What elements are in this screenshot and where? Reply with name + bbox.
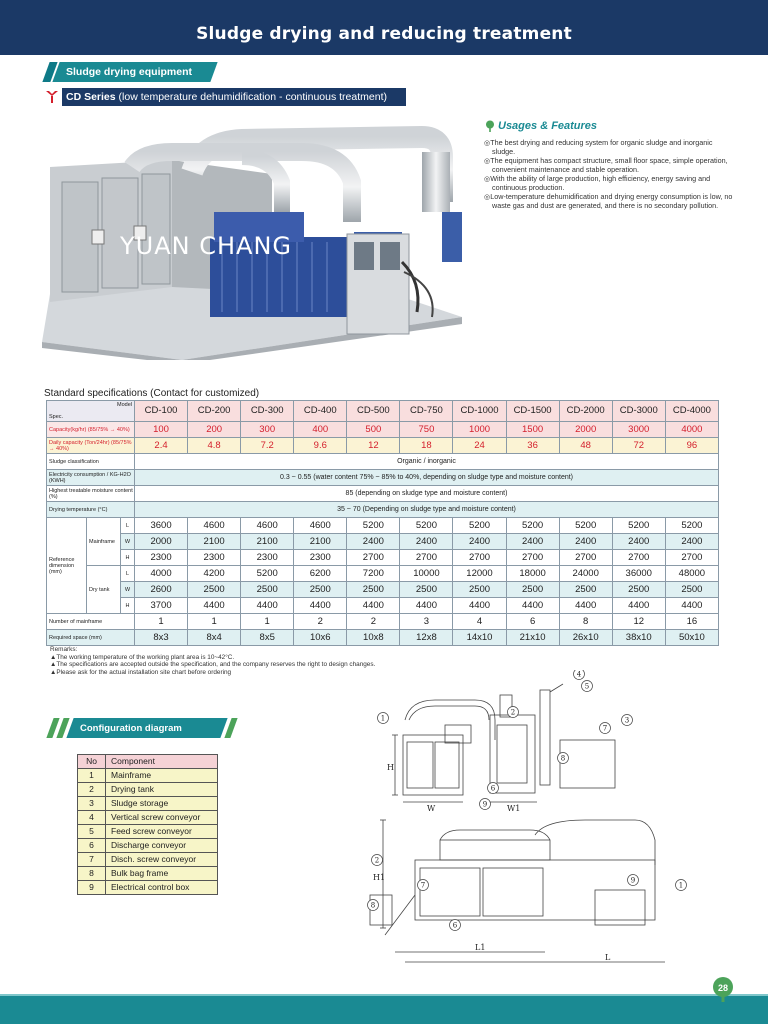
spec-cell: 4000 — [135, 566, 188, 582]
callout-number: 7 — [420, 881, 426, 890]
remark-item: ▲The working temperature of the working plant area is 10~42°C. — [50, 653, 235, 661]
spec-cell: 2400 — [400, 534, 453, 550]
row-label: Electricity consumption / KG-H2O (KWH) — [47, 470, 135, 486]
model-header: CD-4000 — [665, 401, 718, 422]
component-row — [78, 797, 218, 811]
spec-cell: 5200 — [612, 518, 665, 534]
spec-cell: 36000 — [612, 566, 665, 582]
spec-cell: 0.3 ~ 0.55 (water content 75% ~ 85% to 40%, depending on sludge type and moisture content) — [135, 470, 719, 486]
spec-cell: 2600 — [135, 582, 188, 598]
usages-list — [484, 138, 734, 210]
usages-features — [484, 120, 734, 210]
row-label: Sludge classification — [47, 454, 135, 470]
spec-cell: 1500 — [506, 422, 559, 438]
spec-row-dim — [47, 550, 719, 566]
row-label: Required space (mm) — [47, 630, 135, 646]
spec-row-capacity — [47, 422, 719, 438]
dim-l1: L1 — [475, 943, 486, 952]
spec-cell: 4400 — [241, 598, 294, 614]
spec-cell: 2100 — [188, 534, 241, 550]
spec-cell: 4600 — [241, 518, 294, 534]
dim-label: H — [121, 598, 135, 614]
spec-cell: 24000 — [559, 566, 612, 582]
component-table — [77, 754, 218, 895]
spec-cell: 21x10 — [506, 630, 559, 646]
spec-cell: 5200 — [665, 518, 718, 534]
spec-cell: 10000 — [400, 566, 453, 582]
spec-cell: 2 — [347, 614, 400, 630]
spec-corner — [47, 401, 135, 422]
usage-item: ◎Low-temperature dehumidification and drying energy consumption is low, no waste gas and dust are generated, and there is no secondary pollution. — [484, 192, 733, 210]
spec-cell: 8x3 — [135, 630, 188, 646]
spec-cell: 12 — [347, 438, 400, 454]
spec-cell: 2000 — [135, 534, 188, 550]
spec-cell: 2.4 — [135, 438, 188, 454]
callout-number: 8 — [370, 901, 376, 910]
model-header: CD-100 — [135, 401, 188, 422]
callout-number: 7 — [602, 724, 608, 733]
section-label — [46, 62, 216, 82]
spec-cell: 3700 — [135, 598, 188, 614]
spec-cell: 4600 — [294, 518, 347, 534]
spec-cell: 2300 — [294, 550, 347, 566]
spec-cell: 2500 — [612, 582, 665, 598]
remark-item: ▲The specifications are accepted outside the specification, and the company reserves the right to design changes. — [50, 661, 376, 669]
spec-cell: 50x10 — [665, 630, 718, 646]
page-number-text: 28 — [717, 983, 728, 993]
model-header: CD-1000 — [453, 401, 506, 422]
remarks — [50, 646, 375, 676]
spec-cell: 4400 — [453, 598, 506, 614]
usage-item: ◎With the ability of large production, high efficiency, energy saving and continuous production. — [484, 174, 711, 192]
spec-cell: 2700 — [347, 550, 400, 566]
component-row — [78, 783, 218, 797]
spec-cell: 24 — [453, 438, 506, 454]
component-name: Disch. screw conveyor — [106, 853, 218, 867]
spec-cell: 8x4 — [188, 630, 241, 646]
model-header: CD-3000 — [612, 401, 665, 422]
callout-number: 2 — [374, 856, 380, 865]
row-label: Reference dimension (mm) — [47, 518, 87, 614]
spec-title: Standard specifications (Contact for customized) — [44, 388, 260, 399]
dim-h: H — [387, 763, 394, 772]
spec-cell: 2700 — [453, 550, 506, 566]
spec-cell: 2500 — [665, 582, 718, 598]
component-no: 1 — [78, 769, 106, 783]
component-row — [78, 881, 218, 895]
component-name: Drying tank — [106, 783, 218, 797]
component-row — [78, 811, 218, 825]
component-no: 4 — [78, 811, 106, 825]
row-label: Number of mainframe — [47, 614, 135, 630]
callout-number: 6 — [452, 921, 458, 930]
spec-cell: 4000 — [665, 422, 718, 438]
spec-cell: 1 — [135, 614, 188, 630]
spec-cell: 6 — [506, 614, 559, 630]
spec-cell: 2400 — [347, 534, 400, 550]
spec-cell: 400 — [294, 422, 347, 438]
spec-cell: 7.2 — [241, 438, 294, 454]
component-row — [78, 769, 218, 783]
dim-w: W — [427, 804, 436, 813]
dim-h1: H1 — [373, 873, 386, 882]
spec-cell: 2500 — [453, 582, 506, 598]
spec-cell: 4400 — [294, 598, 347, 614]
dim-label: H — [121, 550, 135, 566]
spec-cell: 18 — [400, 438, 453, 454]
spec-cell: 4.8 — [188, 438, 241, 454]
configuration-diagram — [365, 670, 690, 970]
component-name: Bulk bag frame — [106, 867, 218, 881]
callout-number: 9 — [482, 800, 488, 809]
spec-cell: 38x10 — [612, 630, 665, 646]
group-label: Dry tank — [87, 566, 121, 614]
spec-cell: 6200 — [294, 566, 347, 582]
spec-cell: 12000 — [453, 566, 506, 582]
spec-row-electricity — [47, 470, 719, 486]
spec-cell: 2700 — [506, 550, 559, 566]
component-no: 8 — [78, 867, 106, 881]
spec-row-dim — [47, 566, 719, 582]
component-name: Discharge conveyor — [106, 839, 218, 853]
spec-cell: 12 — [612, 614, 665, 630]
usages-title: Usages & Features — [498, 120, 598, 132]
spec-cell: 4400 — [400, 598, 453, 614]
spec-cell: 2500 — [188, 582, 241, 598]
row-label: Daily capacity (Ton/24hr) (85/75% → 40%) — [47, 438, 135, 454]
config-label — [50, 718, 234, 738]
spec-cell: 3000 — [612, 422, 665, 438]
callout-number: 1 — [380, 714, 386, 723]
spec-cell: 5200 — [241, 566, 294, 582]
spec-cell: 8 — [559, 614, 612, 630]
component-no-header: No — [78, 755, 106, 769]
spec-cell: 4 — [453, 614, 506, 630]
spec-cell: 4400 — [347, 598, 400, 614]
component-name-header: Component — [106, 755, 218, 769]
component-no: 7 — [78, 853, 106, 867]
spec-cell: 2700 — [665, 550, 718, 566]
spec-row-moisture — [47, 486, 719, 502]
row-label: Capacity(kg/hr) (85/75% → 40%) — [47, 422, 135, 438]
spec-cell: 12x8 — [400, 630, 453, 646]
spec-cell: 750 — [400, 422, 453, 438]
component-row — [78, 867, 218, 881]
callout-number: 2 — [510, 708, 516, 717]
dim-label: W — [121, 582, 135, 598]
component-name: Electrical control box — [106, 881, 218, 895]
callout-number: 1 — [678, 881, 684, 890]
corner-spec: Spec. — [49, 414, 64, 420]
component-row — [78, 839, 218, 853]
spec-cell: 14x10 — [453, 630, 506, 646]
spec-cell: 4600 — [188, 518, 241, 534]
spec-cell: 10x6 — [294, 630, 347, 646]
corner-model: Model — [117, 402, 132, 408]
spec-cell: 2500 — [294, 582, 347, 598]
spec-cell: 4200 — [188, 566, 241, 582]
spec-cell: 2400 — [559, 534, 612, 550]
callout-number: 6 — [490, 784, 496, 793]
spec-cell: 35 ~ 70 (Depending on sludge type and moisture content) — [135, 502, 719, 518]
spec-cell: 1 — [241, 614, 294, 630]
remark-item: ▲Please ask for the actual installation site chart before ordering — [50, 668, 232, 676]
spec-cell: 8x5 — [241, 630, 294, 646]
spec-cell: 2100 — [241, 534, 294, 550]
spec-cell: 2500 — [400, 582, 453, 598]
spec-cell: 26x10 — [559, 630, 612, 646]
spec-cell: 2300 — [241, 550, 294, 566]
spec-cell: 4400 — [188, 598, 241, 614]
component-no: 6 — [78, 839, 106, 853]
spec-cell: 1 — [188, 614, 241, 630]
model-header: CD-200 — [188, 401, 241, 422]
series-banner — [42, 88, 406, 106]
spec-row-dim — [47, 598, 719, 614]
model-header: CD-400 — [294, 401, 347, 422]
spec-table — [46, 400, 719, 646]
spec-cell: 18000 — [506, 566, 559, 582]
component-name: Sludge storage — [106, 797, 218, 811]
component-row — [78, 825, 218, 839]
row-label: Drying temperature (°C) — [47, 502, 135, 518]
spec-cell: 5200 — [347, 518, 400, 534]
series-name: CD Series — [66, 91, 116, 103]
spec-cell: 16 — [665, 614, 718, 630]
spec-cell: 5200 — [400, 518, 453, 534]
component-name: Vertical screw conveyor — [106, 811, 218, 825]
section-label-text: Sludge drying equipment — [66, 66, 193, 78]
spec-cell: 2700 — [400, 550, 453, 566]
spec-cell: 10x8 — [347, 630, 400, 646]
spec-cell: 2300 — [135, 550, 188, 566]
model-header: CD-1500 — [506, 401, 559, 422]
spec-cell: 2400 — [453, 534, 506, 550]
spec-cell: 2700 — [612, 550, 665, 566]
model-header: CD-300 — [241, 401, 294, 422]
component-no: 2 — [78, 783, 106, 797]
spec-cell: 2400 — [665, 534, 718, 550]
component-header-row — [78, 755, 218, 769]
spec-row-dim — [47, 518, 719, 534]
spec-cell: 5200 — [559, 518, 612, 534]
spec-cell: 2300 — [188, 550, 241, 566]
spec-cell: 300 — [241, 422, 294, 438]
spec-row-temperature — [47, 502, 719, 518]
tree-icon — [484, 120, 496, 132]
spec-cell: 72 — [612, 438, 665, 454]
spec-row-mainframes — [47, 614, 719, 630]
config-label-text: Configuration diagram — [80, 723, 182, 734]
spec-cell: 4400 — [559, 598, 612, 614]
spec-cell: 36 — [506, 438, 559, 454]
spec-cell: 4400 — [612, 598, 665, 614]
spec-cell: 9.6 — [294, 438, 347, 454]
series-text — [66, 91, 387, 103]
callout-number: 3 — [624, 716, 630, 725]
remarks-title: Remarks: — [50, 646, 78, 653]
component-row — [78, 853, 218, 867]
spec-cell: 1000 — [453, 422, 506, 438]
spec-row-dim — [47, 582, 719, 598]
spec-cell: 5200 — [453, 518, 506, 534]
spec-row-classification — [47, 454, 719, 470]
spec-cell: 48000 — [665, 566, 718, 582]
group-label: Mainframe — [87, 518, 121, 566]
page-header — [0, 0, 768, 55]
dim-w1: W1 — [507, 804, 521, 813]
footer-bar — [0, 996, 768, 1024]
callout-number: 5 — [584, 682, 590, 691]
spec-cell: 3 — [400, 614, 453, 630]
spec-cell: 2500 — [347, 582, 400, 598]
spec-cell: 4400 — [665, 598, 718, 614]
component-name: Mainframe — [106, 769, 218, 783]
spec-cell: 3600 — [135, 518, 188, 534]
dim-l: L — [605, 953, 611, 962]
dim-label: W — [121, 534, 135, 550]
spec-cell: 2700 — [559, 550, 612, 566]
row-label: Highest treatable moisture content (%) — [47, 486, 135, 502]
model-header: CD-2000 — [559, 401, 612, 422]
spec-row-space — [47, 630, 719, 646]
component-no: 3 — [78, 797, 106, 811]
spec-cell: Organic / inorganic — [135, 454, 719, 470]
callout-number: 4 — [576, 670, 582, 679]
spec-cell: 2 — [294, 614, 347, 630]
dim-label: L — [121, 566, 135, 582]
spec-cell: 200 — [188, 422, 241, 438]
dim-label: L — [121, 518, 135, 534]
component-no: 9 — [78, 881, 106, 895]
callout-number: 8 — [560, 754, 566, 763]
spec-cell: 2400 — [506, 534, 559, 550]
spec-cell: 5200 — [506, 518, 559, 534]
spec-row-dim — [47, 534, 719, 550]
brand-logo-icon — [42, 88, 62, 106]
model-header: CD-750 — [400, 401, 453, 422]
usage-item: ◎The best drying and reducing system for organic sludge and inorganic sludge. — [484, 138, 713, 156]
component-no: 5 — [78, 825, 106, 839]
spec-cell: 2500 — [506, 582, 559, 598]
spec-cell: 96 — [665, 438, 718, 454]
spec-cell: 2400 — [612, 534, 665, 550]
spec-cell: 85 (depending on sludge type and moisture content) — [135, 486, 719, 502]
spec-cell: 100 — [135, 422, 188, 438]
spec-cell: 48 — [559, 438, 612, 454]
spec-row-daily — [47, 438, 719, 454]
spec-cell: 2500 — [559, 582, 612, 598]
page-title: Sludge drying and reducing treatment — [196, 24, 572, 44]
spec-cell: 500 — [347, 422, 400, 438]
spec-cell: 7200 — [347, 566, 400, 582]
series-desc: (low temperature dehumidification - continuous treatment) — [118, 91, 387, 103]
spec-cell: 2100 — [294, 534, 347, 550]
model-header: CD-500 — [347, 401, 400, 422]
spec-cell: 4400 — [506, 598, 559, 614]
page-number — [710, 976, 736, 1002]
watermark: YUAN CHANG — [120, 232, 292, 260]
spec-header-row — [47, 401, 719, 422]
component-name: Feed screw conveyor — [106, 825, 218, 839]
usage-item: ◎The equipment has compact structure, small floor space, simple operation, convenient maintenance and stable operation. — [484, 156, 728, 174]
spec-cell: 2000 — [559, 422, 612, 438]
callout-number: 9 — [630, 876, 636, 885]
spec-cell: 2500 — [241, 582, 294, 598]
